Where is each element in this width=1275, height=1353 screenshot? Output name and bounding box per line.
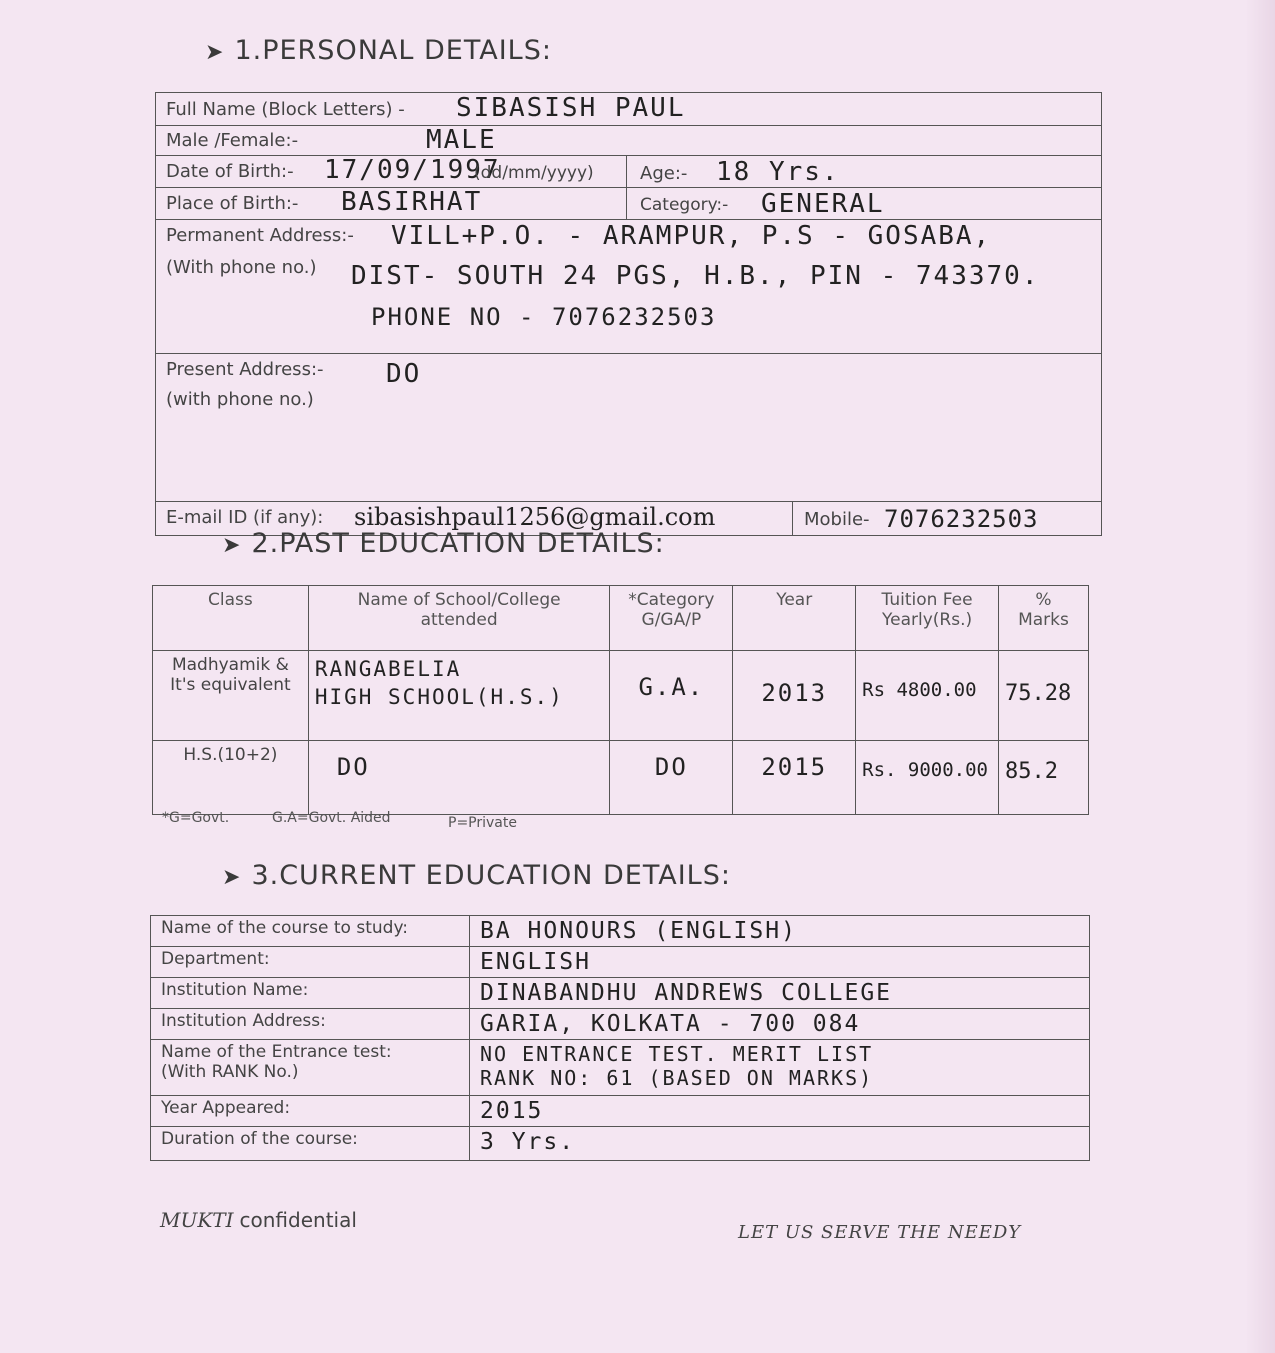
arrow-bullet-icon: ➤ (205, 40, 225, 65)
header-category: *Category G/GA/P (610, 586, 733, 651)
header-fee: Tuition Fee Yearly(Rs.) (856, 586, 999, 651)
divider (626, 155, 627, 187)
header-marks: % Marks (998, 586, 1088, 651)
gender-value: MALE (426, 125, 497, 155)
legend-govt: *G=Govt. (162, 810, 230, 826)
cell-school: RANGABELIA HIGH SCHOOL(H.S.) (308, 651, 610, 741)
institution-name-label: Institution Name: (151, 978, 470, 1009)
arrow-bullet-icon: ➤ (222, 533, 242, 558)
cell-category: G.A. (610, 651, 733, 741)
table-row (151, 947, 1090, 978)
pob-row (156, 187, 1101, 220)
cell-school: DO (308, 741, 610, 815)
cell-category: DO (610, 741, 733, 815)
present-address-row (156, 353, 1101, 502)
gender-label: Male /Female:- (166, 130, 299, 151)
confidential-text: confidential (239, 1208, 357, 1232)
course-label: Name of the course to study: (151, 916, 470, 947)
mobile-label: Mobile- (804, 509, 870, 530)
category-value: GENERAL (761, 189, 885, 219)
footer-confidential (160, 1208, 357, 1232)
cell-fee: Rs. 9000.00 (856, 741, 999, 815)
institution-name-value: DINABANDHU ANDREWS COLLEGE (470, 978, 1090, 1009)
duration-value: 3 Yrs. (470, 1127, 1090, 1161)
mobile-value: 7076232503 (884, 505, 1039, 533)
permanent-address-line2: DIST- SOUTH 24 PGS, H.B., PIN - 743370. (351, 261, 1040, 291)
category-label: Category:- (640, 195, 729, 215)
table-header-row (153, 586, 1089, 651)
present-address-label: Present Address:- (166, 359, 324, 380)
personal-details-box (155, 92, 1102, 536)
year-appeared-value: 2015 (470, 1096, 1090, 1127)
cell-marks: 85.2 (998, 741, 1088, 815)
section2-heading: ➤ 2.PAST EDUCATION DETAILS: (222, 528, 665, 559)
cell-fee: Rs 4800.00 (856, 651, 999, 741)
institution-address-value: GARIA, KOLKATA - 700 084 (470, 1009, 1090, 1040)
legend-private: P=Private (448, 815, 517, 831)
divider (792, 501, 793, 535)
email-value: sibasishpaul1256@gmail.com (354, 503, 716, 531)
full-name-value: SIBASISH PAUL (456, 93, 686, 123)
permanent-address-line1: VILL+P.O. - ARAMPUR, P.S - GOSABA, (391, 221, 992, 251)
header-year: Year (733, 586, 856, 651)
section3-heading: ➤ 3.CURRENT EDUCATION DETAILS: (222, 860, 731, 891)
entrance-test-label: Name of the Entrance test: (With RANK No.) (151, 1040, 470, 1096)
table-row (151, 978, 1090, 1009)
dob-label: Date of Birth:- (166, 161, 294, 182)
gender-row (156, 125, 1101, 156)
duration-label: Duration of the course: (151, 1127, 470, 1161)
cell-marks: 75.28 (998, 651, 1088, 741)
course-value: BA HONOURS (ENGLISH) (470, 916, 1090, 947)
section1-heading: ➤ 1.PERSONAL DETAILS: (205, 35, 552, 66)
pob-value: BASIRHAT (341, 187, 483, 217)
table-row (151, 1127, 1090, 1161)
age-label: Age:- (640, 163, 688, 184)
cell-class: Madhyamik & It's equivalent (153, 651, 309, 741)
arrow-bullet-icon: ➤ (222, 865, 242, 890)
header-school: Name of School/College attended (308, 586, 610, 651)
dob-row (156, 155, 1101, 188)
past-education-table (152, 585, 1089, 815)
institution-address-label: Institution Address: (151, 1009, 470, 1040)
table-row (153, 741, 1089, 815)
full-name-label: Full Name (Block Letters) - (166, 99, 405, 120)
legend-aided: G.A=Govt. Aided (272, 810, 391, 826)
year-appeared-label: Year Appeared: (151, 1096, 470, 1127)
page-edge-shade (1245, 0, 1275, 1353)
permanent-phone: PHONE NO - 7076232503 (371, 303, 717, 331)
table-row (153, 651, 1089, 741)
dob-format: (dd/mm/yyyy) (474, 163, 594, 183)
full-name-row (156, 93, 1101, 126)
current-education-table (150, 915, 1090, 1161)
age-value: 18 Yrs. (716, 157, 840, 187)
cell-year: 2015 (733, 741, 856, 815)
divider (626, 187, 627, 219)
brand-name: MUKTI (160, 1208, 234, 1232)
email-label: E-mail ID (if any): (166, 507, 324, 528)
header-class: Class (153, 586, 309, 651)
table-row (151, 1009, 1090, 1040)
permanent-address-sublabel: (With phone no.) (166, 257, 317, 278)
table-row (151, 916, 1090, 947)
table-row (151, 1040, 1090, 1096)
entrance-test-value: NO ENTRANCE TEST. MERIT LIST RANK NO: 61 (BASED ON MARKS) (470, 1040, 1090, 1096)
cell-class: H.S.(10+2) (153, 741, 309, 815)
department-label: Department: (151, 947, 470, 978)
present-address-value: DO (386, 359, 422, 389)
dob-value: 17/09/1997 (324, 155, 501, 185)
footer-motto: LET US SERVE THE NEEDY (738, 1222, 1022, 1243)
pob-label: Place of Birth:- (166, 193, 299, 214)
table-row (151, 1096, 1090, 1127)
permanent-address-row (156, 219, 1101, 354)
cell-year: 2013 (733, 651, 856, 741)
present-address-sublabel: (with phone no.) (166, 389, 314, 410)
permanent-address-label: Permanent Address:- (166, 225, 354, 246)
department-value: ENGLISH (470, 947, 1090, 978)
